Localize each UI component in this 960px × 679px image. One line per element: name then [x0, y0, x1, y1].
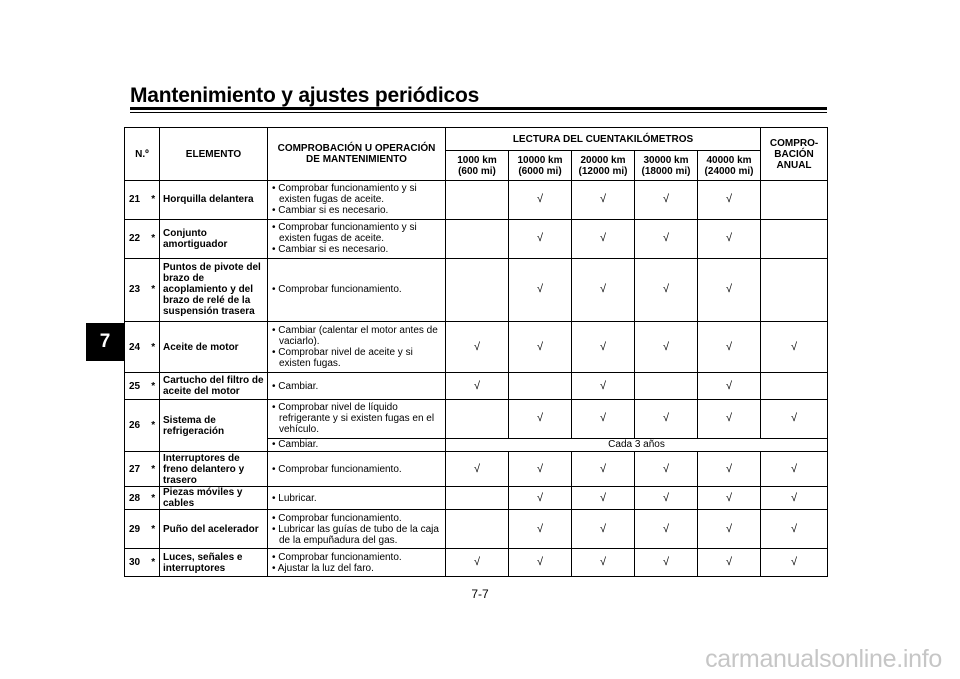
operation-text: Comprobar funcionamiento y si existen fugas de aceite.	[278, 183, 417, 206]
operation-text: Cambiar si es necesario.	[278, 205, 389, 217]
check-cell	[761, 258, 828, 321]
row-number: 21	[125, 181, 148, 220]
check-cell	[509, 258, 572, 321]
bullet-icon: •	[272, 347, 279, 359]
operation-text: Comprobar funcionamiento.	[278, 284, 402, 296]
operation-text: Comprobar nivel de aceite y si existen fugas.	[278, 347, 413, 370]
operation-text: Cambiar si es necesario.	[278, 244, 389, 256]
operation-text: Comprobar funcionamiento y si existen fugas de aceite.	[278, 222, 417, 245]
check-mark-icon: √	[473, 462, 481, 475]
check-mark-icon: √	[599, 379, 607, 392]
operation-item	[271, 402, 442, 435]
page-number: 7-7	[471, 587, 489, 601]
row-element: Conjunto amortiguador	[160, 219, 268, 258]
operation-text: Ajustar la luz del faro.	[277, 562, 374, 574]
row-star: *	[148, 399, 160, 451]
bullet-icon: •	[272, 325, 279, 337]
check-cell	[761, 373, 828, 400]
operation-item	[271, 563, 442, 574]
check-mark-icon: √	[791, 491, 798, 504]
check-cell	[446, 322, 509, 373]
table-row	[125, 486, 828, 510]
bullet-icon: •	[272, 523, 279, 535]
row-element: Interruptores de freno delantero y trasero	[160, 452, 268, 487]
check-cell	[509, 373, 572, 400]
operation-cell	[268, 258, 446, 321]
operation-text: Comprobar funcionamiento.	[278, 463, 402, 475]
operation-item	[271, 552, 442, 563]
operation-item	[271, 205, 442, 216]
check-mark-icon: √	[662, 232, 670, 245]
check-cell	[446, 219, 509, 258]
operation-item	[271, 464, 442, 475]
row-element: Cartucho del filtro de aceite del motor	[160, 373, 268, 400]
check-mark-icon: √	[599, 491, 607, 504]
check-cell	[698, 549, 761, 577]
check-cell	[635, 486, 698, 510]
check-cell	[446, 399, 509, 438]
check-mark-icon: √	[536, 556, 544, 569]
check-mark-icon: √	[599, 462, 607, 475]
header-odo-line: 40000 km	[706, 154, 752, 166]
operation-item	[271, 325, 442, 347]
header-odo-col	[572, 151, 635, 181]
check-mark-icon: √	[536, 340, 544, 353]
operation-item	[271, 381, 442, 392]
header-odo-line: (12000 mi)	[578, 165, 628, 177]
check-cell	[635, 219, 698, 258]
row-star: *	[148, 181, 160, 220]
bullet-icon: •	[272, 512, 279, 524]
operation-cell	[268, 510, 446, 549]
check-cell	[509, 181, 572, 220]
table-row	[125, 510, 828, 549]
row-star: *	[148, 486, 160, 510]
check-mark-icon: √	[473, 556, 481, 569]
check-mark-icon: √	[725, 556, 733, 569]
check-mark-icon: √	[791, 462, 798, 475]
check-cell	[572, 219, 635, 258]
check-mark-icon: √	[599, 283, 607, 296]
header-odo-line: 20000 km	[580, 154, 626, 166]
operation-item	[271, 347, 442, 369]
header-odo-line: 10000 km	[517, 154, 563, 166]
check-mark-icon: √	[662, 193, 670, 206]
check-cell	[698, 373, 761, 400]
check-cell	[572, 258, 635, 321]
check-cell	[635, 399, 698, 438]
row-number: 27	[125, 452, 148, 487]
operation-item	[271, 284, 442, 295]
bullet-icon: •	[272, 463, 279, 475]
bullet-icon: •	[272, 402, 279, 414]
check-cell	[446, 452, 509, 487]
row-star: *	[148, 549, 160, 577]
maintenance-table	[124, 127, 828, 577]
check-cell	[635, 373, 698, 400]
table-row	[125, 399, 828, 438]
check-cell	[572, 510, 635, 549]
table-row	[125, 549, 828, 577]
check-cell	[635, 322, 698, 373]
header-odo-col	[698, 151, 761, 181]
page-title: Mantenimiento y ajustes periódicos	[130, 84, 480, 107]
row-star: *	[148, 322, 160, 373]
operation-text: Lubricar las guías de tubo de la caja de la empuñadura del gas.	[278, 523, 439, 546]
operation-cell	[268, 181, 446, 220]
check-mark-icon: √	[599, 340, 607, 353]
operation-text: Comprobar funcionamiento.	[278, 512, 402, 524]
check-cell	[509, 549, 572, 577]
row-number: 23	[125, 258, 148, 321]
check-mark-icon: √	[662, 412, 670, 425]
check-cell	[446, 549, 509, 577]
table-row	[125, 452, 828, 487]
check-mark-icon: √	[662, 462, 670, 475]
check-cell	[761, 549, 828, 577]
header-odo-line: 1000 km	[457, 154, 497, 166]
row-element: Sistema de refrigeración	[160, 399, 268, 451]
header-odo-line: (24000 mi)	[704, 165, 754, 177]
header-operation: COMPROBACIÓN U OPERACIÓN DE MANTENIMIENTO	[268, 128, 446, 181]
row-element: Puño del acelerador	[160, 510, 268, 549]
check-cell	[572, 373, 635, 400]
check-mark-icon: √	[662, 491, 670, 504]
check-cell	[509, 510, 572, 549]
row-star: *	[148, 219, 160, 258]
check-mark-icon: √	[791, 340, 798, 353]
check-mark-icon: √	[599, 193, 607, 206]
header-odo-line: (600 mi)	[458, 165, 496, 177]
interval-text: Cada 3 años	[446, 438, 828, 451]
watermark: carmanualsonline.info	[705, 645, 942, 673]
check-mark-icon: √	[473, 340, 481, 353]
check-mark-icon: √	[662, 556, 670, 569]
operation-cell	[268, 486, 446, 510]
check-cell	[761, 322, 828, 373]
operation-text: Cambiar.	[278, 380, 319, 392]
check-cell	[509, 322, 572, 373]
check-mark-icon: √	[725, 379, 733, 392]
table-row	[125, 181, 828, 220]
header-odo-col	[446, 151, 509, 181]
check-cell	[572, 399, 635, 438]
row-number: 24	[125, 322, 148, 373]
row-number: 25	[125, 373, 148, 400]
row-star: *	[148, 510, 160, 549]
bullet-icon: •	[272, 492, 279, 504]
check-mark-icon: √	[725, 522, 733, 535]
check-cell	[761, 510, 828, 549]
check-cell	[572, 181, 635, 220]
title-rule-thin	[130, 112, 827, 113]
operation-item	[271, 524, 442, 546]
operation-text: Comprobar funcionamiento.	[278, 551, 402, 563]
check-cell	[572, 322, 635, 373]
check-cell	[761, 452, 828, 487]
operation-cell	[268, 373, 446, 400]
check-cell	[698, 486, 761, 510]
bullet-icon: •	[272, 183, 279, 195]
check-cell	[509, 452, 572, 487]
check-cell	[761, 399, 828, 438]
check-cell	[446, 510, 509, 549]
row-star: *	[148, 452, 160, 487]
check-cell	[635, 549, 698, 577]
bullet-icon: •	[272, 244, 279, 256]
check-cell	[698, 181, 761, 220]
row-element: Piezas móviles y cables	[160, 486, 268, 510]
header-odo-col	[509, 151, 572, 181]
check-cell	[572, 549, 635, 577]
check-cell	[635, 510, 698, 549]
check-mark-icon: √	[725, 193, 733, 206]
row-number: 26	[125, 399, 148, 451]
check-cell	[509, 219, 572, 258]
operation-cell	[268, 438, 446, 451]
chapter-tab: 7	[86, 323, 124, 361]
header-odo-line: (18000 mi)	[641, 165, 691, 177]
operation-item	[271, 513, 442, 524]
check-cell	[698, 399, 761, 438]
check-cell	[698, 452, 761, 487]
header-element: ELEMENTO	[160, 128, 268, 181]
header-odo-line: 30000 km	[643, 154, 689, 166]
check-mark-icon: √	[662, 522, 670, 535]
check-cell	[572, 452, 635, 487]
check-cell	[635, 258, 698, 321]
check-mark-icon: √	[536, 283, 544, 296]
row-element: Aceite de motor	[160, 322, 268, 373]
operation-cell	[268, 219, 446, 258]
table-row	[125, 322, 828, 373]
check-mark-icon: √	[473, 379, 481, 392]
header-annual: COMPRO- BACIÓN ANUAL	[761, 128, 828, 181]
check-mark-icon: √	[791, 556, 798, 569]
check-cell	[635, 181, 698, 220]
check-mark-icon: √	[536, 462, 544, 475]
row-star: *	[148, 258, 160, 321]
operation-text: Lubricar.	[278, 492, 317, 504]
bullet-icon: •	[272, 380, 279, 392]
check-mark-icon: √	[599, 412, 607, 425]
header-odo-line: (6000 mi)	[518, 165, 562, 177]
check-mark-icon: √	[791, 522, 798, 535]
operation-text: Comprobar nivel de líquido refrigerante y si existen fugas en el vehículo.	[278, 402, 435, 436]
bullet-icon: •	[272, 562, 278, 574]
title-rule-thick	[130, 107, 827, 110]
check-cell	[698, 322, 761, 373]
check-cell	[446, 258, 509, 321]
check-mark-icon: √	[599, 556, 607, 569]
row-number: 22	[125, 219, 148, 258]
check-mark-icon: √	[662, 340, 670, 353]
operation-cell	[268, 549, 446, 577]
check-mark-icon: √	[599, 232, 607, 245]
operation-cell	[268, 399, 446, 438]
operation-item	[271, 439, 442, 450]
row-number: 28	[125, 486, 148, 510]
check-mark-icon: √	[725, 462, 733, 475]
operation-cell	[268, 322, 446, 373]
bullet-icon: •	[272, 222, 279, 234]
check-cell	[698, 510, 761, 549]
operation-item	[271, 222, 442, 244]
check-cell	[446, 373, 509, 400]
check-cell	[572, 486, 635, 510]
check-cell	[761, 486, 828, 510]
row-number: 30	[125, 549, 148, 577]
table-row	[125, 219, 828, 258]
bullet-icon: •	[272, 205, 279, 217]
table-row	[125, 258, 828, 321]
check-mark-icon: √	[725, 340, 733, 353]
table-row	[125, 373, 828, 400]
row-element: Horquilla delantera	[160, 181, 268, 220]
check-cell	[446, 486, 509, 510]
check-mark-icon: √	[599, 522, 607, 535]
check-cell	[761, 181, 828, 220]
check-mark-icon: √	[536, 193, 544, 206]
operation-item	[271, 493, 442, 504]
check-cell	[446, 181, 509, 220]
check-mark-icon: √	[536, 522, 544, 535]
check-mark-icon: √	[725, 491, 733, 504]
operation-text: Cambiar.	[278, 439, 319, 451]
operation-item	[271, 244, 442, 255]
row-element: Luces, señales e interruptores	[160, 549, 268, 577]
check-cell	[698, 258, 761, 321]
check-cell	[761, 219, 828, 258]
check-mark-icon: √	[725, 283, 733, 296]
check-mark-icon: √	[791, 412, 798, 425]
check-mark-icon: √	[725, 412, 733, 425]
bullet-icon: •	[272, 551, 279, 563]
header-odo-col	[635, 151, 698, 181]
header-odometer: LECTURA DEL CUENTAKILÓMETROS	[446, 128, 761, 151]
operation-cell	[268, 452, 446, 487]
check-mark-icon: √	[536, 232, 544, 245]
check-mark-icon: √	[725, 232, 733, 245]
check-mark-icon: √	[536, 412, 544, 425]
row-star: *	[148, 373, 160, 400]
row-number: 29	[125, 510, 148, 549]
bullet-icon: •	[272, 284, 279, 296]
check-cell	[509, 399, 572, 438]
check-mark-icon: √	[662, 283, 670, 296]
operation-item	[271, 183, 442, 205]
bullet-icon: •	[272, 439, 279, 451]
operation-text: Cambiar (calentar el motor antes de vaciarlo).	[278, 325, 438, 348]
check-cell	[698, 219, 761, 258]
check-cell	[635, 452, 698, 487]
row-element: Puntos de pivote del brazo de acoplamiento y del brazo de relé de la suspensión trasera	[160, 258, 268, 321]
check-cell	[509, 486, 572, 510]
check-mark-icon: √	[536, 491, 544, 504]
header-num: N.º	[125, 128, 160, 181]
